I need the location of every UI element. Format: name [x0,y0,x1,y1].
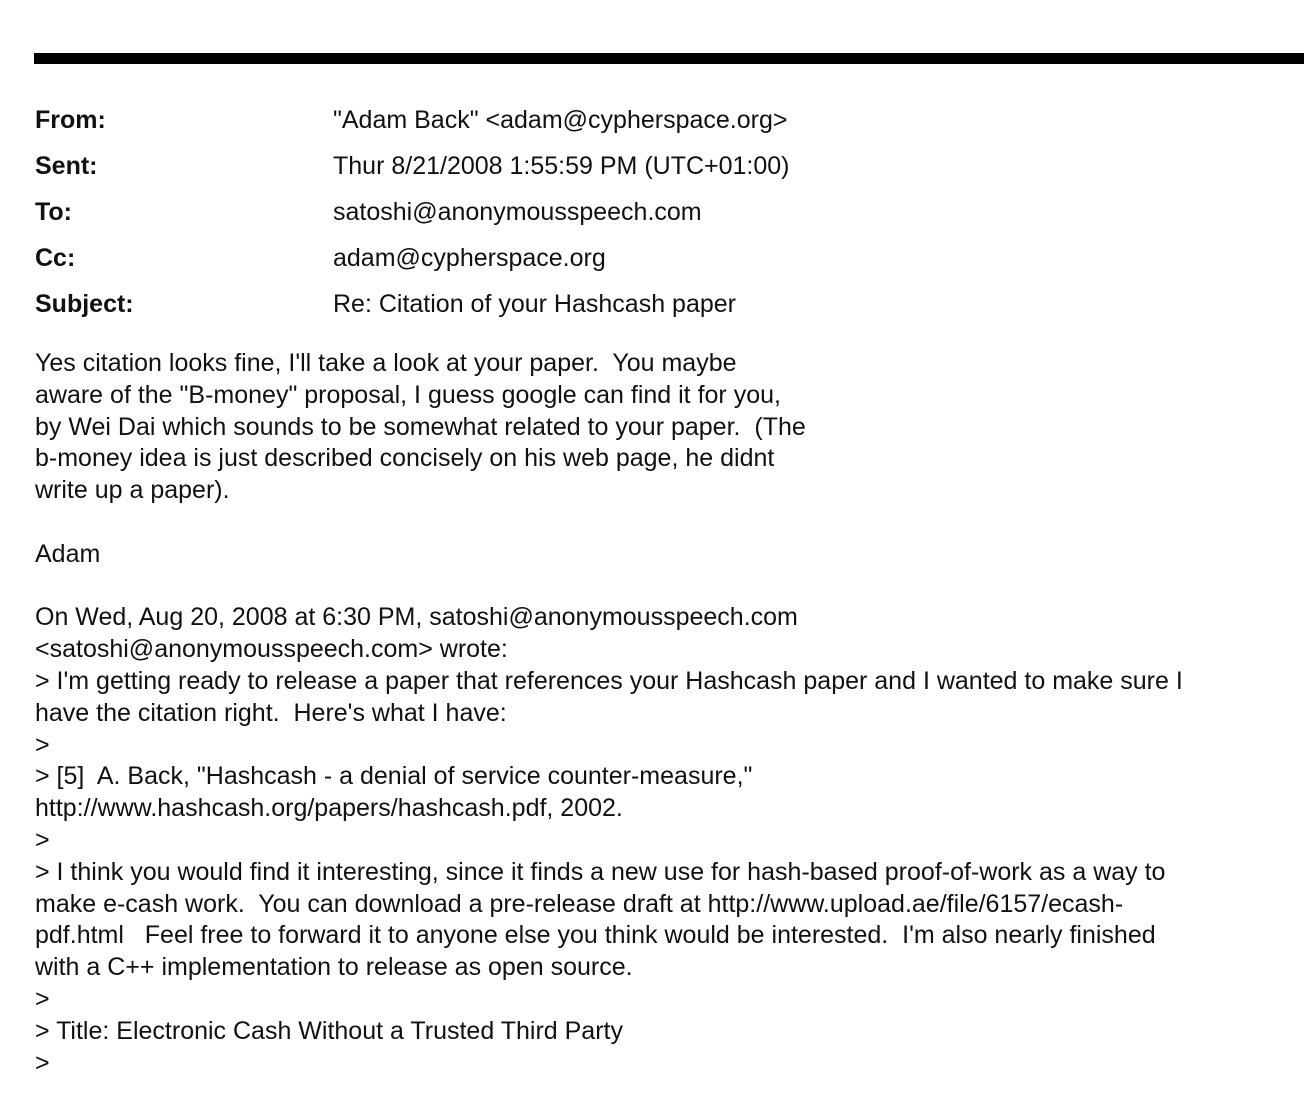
header-label: To: [35,198,73,226]
body-line: write up a paper). [35,476,230,505]
quoted-line: with a C++ implementation to release as open source. [35,953,633,982]
header-sent [35,146,1295,192]
header-value: "Adam Back" <adam@cypherspace.org> [333,106,788,134]
quoted-line: > Title: Electronic Cash Without a Trusted Third Party [35,1016,623,1045]
email-body [35,348,1303,1079]
quoted-line: > I think you would find it interesting, since it finds a new use for hash-based proof-of-work as a way to [35,857,1166,886]
header-from [35,100,1295,146]
quoted-line: have the citation right. Here's what I have: [35,698,507,727]
quoted-line: pdf.html Feel free to forward it to anyone else you think would be interested. I'm also nearly finished [35,921,1156,950]
body-line: aware of the "B-money" proposal, I guess google can find it for you, [35,380,781,409]
header-value: Re: Citation of your Hashcash paper [333,290,736,318]
body-blank-line [35,507,1303,539]
header-value: satoshi@anonymousspeech.com [333,198,702,226]
quoted-line: http://www.hashcash.org/papers/hashcash.pdf, 2002. [35,794,623,823]
quote-attribution: On Wed, Aug 20, 2008 at 6:30 PM, satoshi@anonymousspeech.com [35,603,798,632]
quote-attribution: <satoshi@anonymousspeech.com> wrote: [35,635,508,664]
quoted-line: > [35,825,50,854]
quoted-line: make e-cash work. You can download a pre-release draft at http://www.upload.ae/file/6157/ecash- [35,889,1124,918]
body-blank-line [35,571,1303,603]
body-line: by Wei Dai which sounds to be somewhat related to your paper. (The [35,412,806,441]
header-cc [35,238,1295,284]
header-label: Sent: [35,152,98,180]
header-value: Thur 8/21/2008 1:55:59 PM (UTC+01:00) [333,152,790,180]
quoted-line: > [35,1048,50,1077]
quoted-line: > [35,984,50,1013]
header-label: From: [35,106,106,134]
header-label: Subject: [35,290,134,318]
signature: Adam [35,539,101,568]
header-to [35,192,1295,238]
header-subject [35,284,1295,330]
header-divider [34,53,1304,64]
body-line: Yes citation looks fine, I'll take a look at your paper. You maybe [35,349,737,377]
quoted-line: > [5] A. Back, "Hashcash - a denial of service counter-measure," [35,762,753,791]
header-value: adam@cypherspace.org [333,244,606,272]
body-line: b-money idea is just described concisely on his web page, he didnt [35,444,775,473]
email-headers [35,100,1295,330]
quoted-line: > [35,730,50,759]
header-label: Cc: [35,244,76,272]
quoted-line: > I'm getting ready to release a paper that references your Hashcash paper and I wanted to make sure I [35,666,1183,695]
